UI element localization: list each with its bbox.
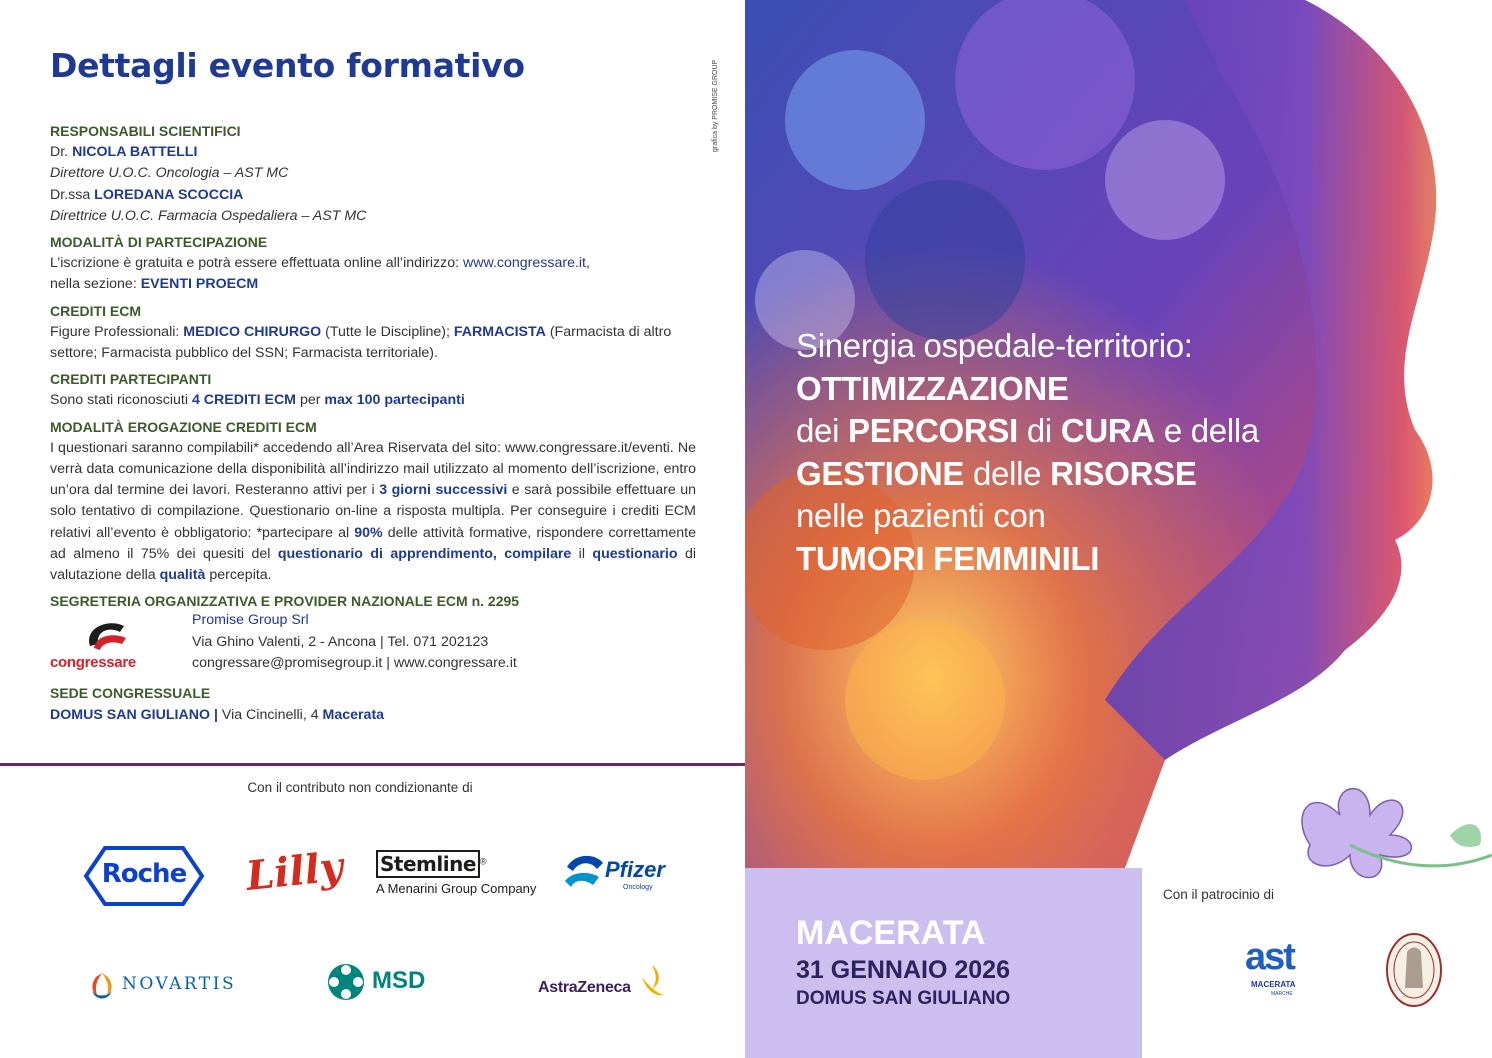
- responsabile-2: Dr.ssa LOREDANA SCOCCIA: [50, 186, 244, 203]
- flower-decoration-icon: [1270, 775, 1492, 895]
- organizer-name: Promise Group Srl: [192, 612, 309, 629]
- event-city: MACERATA: [796, 914, 986, 952]
- msd-logo: MSD: [326, 962, 436, 1002]
- congressare-swoosh-icon: [50, 614, 162, 654]
- roche-logo: Roche: [83, 845, 205, 907]
- left-panel: [0, 0, 745, 1058]
- astrazeneca-logo: AstraZeneca: [538, 963, 668, 1003]
- right-panel: [745, 0, 1492, 1058]
- modalita-section: nella sezione: EVENTI PROECM: [50, 276, 259, 293]
- ast-macerata-logo: ast MACERATA MARCHE: [1245, 936, 1296, 997]
- novartis-flame-icon: [88, 971, 116, 1001]
- event-info-band: [745, 868, 1492, 1058]
- crediti-ecm-text: Figure Professionali: MEDICO CHIRURGO (Tutte le Discipline); FARMACISTA (Farmacista di altro settore; Farmacista pubblico del SSN; Farmacista territoriale).: [50, 323, 672, 362]
- stemline-logo: Stemline ® A Menarini Group Company: [376, 852, 537, 896]
- event-details: [50, 121, 696, 726]
- erogazione-text: I questionari saranno compilabili* accedendo all’Area Riservata del sito: www.congressare.it/eventi. Ne verrà data comunicazione della disponibilità all’indirizzo mail utilizzato al momento dell’iscrizione, entro un’ora dal termine dei lavori. Resteranno attivi per i 3 giorni successivi e sarà possibile effettuare un solo tentativo di compilazione. Questionario on-line a risposta multipla. Per conseguire i crediti ECM relativi all’evento è obbligatorio: *partecipare al 90% delle attività formative, rispondere correttamente ad almeno il 75% dei quesiti del questionario di apprendimento, compilare il questionario di valutazione della qualità percepita.: [50, 439, 697, 584]
- event-venue: DOMUS SAN GIULIANO: [796, 988, 1011, 1009]
- modalita-text: L’iscrizione è gratuita e potrà essere effettuata online all’indirizzo: www.congressare.it,: [50, 255, 590, 272]
- section-heading-crediti-partecipanti: CREDITI PARTECIPANTI: [50, 371, 212, 388]
- section-heading-responsabili: RESPONSABILI SCIENTIFICI: [50, 123, 241, 139]
- section-heading-modalita: MODALITÀ DI PARTECIPAZIONE: [50, 234, 268, 251]
- event-date: 31 GENNAIO 2026: [796, 956, 1010, 984]
- novartis-logo: NOVARTIS: [88, 971, 248, 1001]
- crediti-partecipanti-text: Sono stati riconosciuti 4 CREDITI ECM per max 100 partecipanti: [50, 392, 465, 409]
- sede-text: DOMUS SAN GIULIANO | Via Cincinelli, 4 Macerata: [50, 706, 385, 723]
- congressare-logo: congressare: [50, 614, 162, 674]
- order-seal-icon: [1385, 932, 1443, 1008]
- organizer-info: [192, 610, 517, 674]
- section-divider: [0, 763, 745, 766]
- msd-emblem-icon: [326, 962, 366, 1002]
- design-credit: grafica by PROMISE GROUP: [712, 59, 719, 152]
- responsabile-1-role: Direttore U.O.C. Oncologia – AST MC: [50, 165, 289, 182]
- patronage-label: Con il patrocinio di: [1163, 887, 1275, 902]
- congressare-link[interactable]: www.congressare.it: [463, 255, 587, 272]
- section-heading-segreteria: SEGRETERIA ORGANIZZATIVA E PROVIDER NAZIONALE ECM n. 2295: [50, 593, 520, 610]
- event-title: Sinergia ospedale-territorio: OTTIMIZZAZIONE dei PERCORSI di CURA e della GESTIONE delle RISORSE nelle pazienti con TUMORI FEMMINILI: [796, 327, 1259, 577]
- organizer-block: [50, 612, 696, 678]
- pfizer-logo: Pfizer Oncology: [563, 851, 673, 897]
- section-heading-erogazione: MODALITÀ EROGAZIONE CREDITI ECM: [50, 418, 317, 435]
- responsabile-1: Dr. NICOLA BATTELLI: [50, 144, 198, 161]
- section-heading-sede: SEDE CONGRESSUALE: [50, 685, 211, 702]
- pfizer-helix-icon: [563, 851, 605, 891]
- organizer-address: Via Ghino Valenti, 2 - Ancona | Tel. 071 202123: [192, 633, 489, 650]
- organizer-contacts: congressare@promisegroup.it | www.congressare.it: [192, 654, 517, 671]
- sponsor-intro: Con il contributo non condizionante di: [247, 780, 473, 795]
- responsabile-2-role: Direttrice U.O.C. Farmacia Ospedaliera – AST MC: [50, 207, 367, 224]
- section-heading-crediti-ecm: CREDITI ECM: [50, 302, 141, 319]
- page-title: Dettagli evento formativo: [50, 46, 525, 85]
- lilly-logo: Lilly: [243, 843, 346, 900]
- event-date-box: [745, 868, 1142, 1058]
- astrazeneca-swirl-icon: [638, 963, 666, 999]
